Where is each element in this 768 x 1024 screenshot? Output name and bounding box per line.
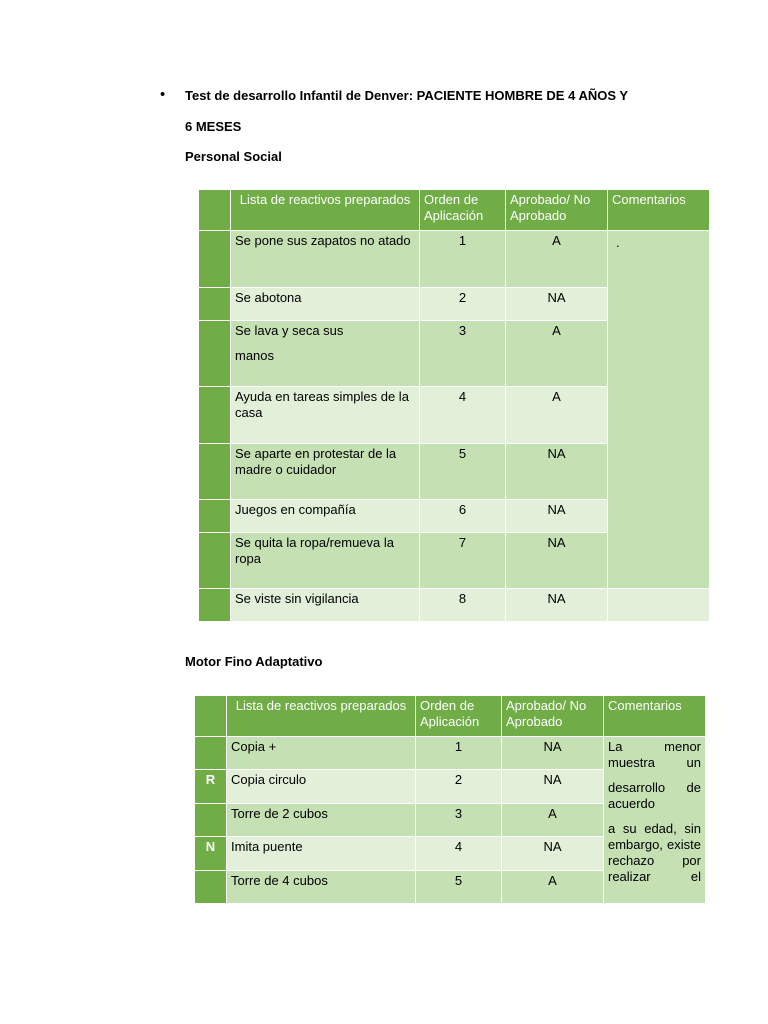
row-result: NA — [502, 837, 604, 871]
row-side-cell — [199, 500, 231, 533]
row-order: 5 — [420, 444, 506, 500]
row-result: A — [506, 231, 608, 288]
row-result: A — [502, 871, 604, 904]
row-side-cell — [199, 589, 231, 622]
row-side-cell — [199, 231, 231, 288]
header-approved: Aprobado/ No Aprobado — [506, 190, 608, 231]
motor-fino-table — [194, 695, 706, 904]
row-order: 3 — [416, 804, 502, 837]
row-item — [231, 321, 420, 387]
row-side-cell — [199, 321, 231, 387]
section-title-motor-fino: Motor Fino Adaptativo — [185, 654, 323, 669]
row-result: A — [502, 804, 604, 837]
table-header-row — [195, 696, 706, 737]
row-item-line1: Se lava y seca sus — [235, 323, 344, 338]
row-item: Imita puente — [227, 837, 416, 871]
row-result: NA — [506, 288, 608, 321]
row-item-line2: manos — [235, 348, 275, 363]
row-order: 2 — [420, 288, 506, 321]
header-comments: Comentarios — [608, 190, 710, 231]
section-title-personal-social: Personal Social — [185, 149, 282, 164]
row-result: NA — [506, 444, 608, 500]
header-side — [195, 696, 227, 737]
document-title-line1: Test de desarrollo Infantil de Denver: PACIENTE HOMBRE DE 4 AÑOS Y — [185, 88, 629, 103]
comment-line: desarrollo de acuerdo — [608, 780, 701, 811]
table-row — [199, 589, 710, 622]
header-order: Orden de Aplicación — [416, 696, 502, 737]
row-result: A — [506, 321, 608, 387]
row-item: Se abotona — [231, 288, 420, 321]
row-item: Se quita la ropa/remueva la ropa — [231, 533, 420, 589]
row-order: 7 — [420, 533, 506, 589]
row-side-cell — [195, 804, 227, 837]
row-item: Se aparte en protestar de la madre o cuidador — [231, 444, 420, 500]
comments-cell — [604, 737, 706, 904]
row-side-cell — [195, 871, 227, 904]
row-order: 3 — [420, 321, 506, 387]
comment-line: a su edad, sin embargo, existe rechazo por realizar el — [608, 821, 701, 884]
row-side-cell: R — [195, 770, 227, 804]
row-result: A — [506, 387, 608, 444]
row-result: NA — [506, 533, 608, 589]
row-order: 1 — [420, 231, 506, 288]
comments-cell: . — [608, 231, 710, 589]
header-approved: Aprobado/ No Aprobado — [502, 696, 604, 737]
row-order: 5 — [416, 871, 502, 904]
row-item: Torre de 2 cubos — [227, 804, 416, 837]
header-item: Lista de reactivos preparados — [227, 696, 416, 737]
header-order: Orden de Aplicación — [420, 190, 506, 231]
row-order: 2 — [416, 770, 502, 804]
row-order: 4 — [420, 387, 506, 444]
row-side-cell — [199, 387, 231, 444]
row-side-cell — [199, 288, 231, 321]
row-order: 1 — [416, 737, 502, 770]
comment-line: La menor muestra un — [608, 739, 701, 770]
row-item: Se pone sus zapatos no atado — [231, 231, 420, 288]
row-result: NA — [502, 770, 604, 804]
row-order: 8 — [420, 589, 506, 622]
row-side-cell: N — [195, 837, 227, 871]
row-item: Juegos en compañía — [231, 500, 420, 533]
row-result: NA — [506, 589, 608, 622]
table-row — [199, 231, 710, 288]
bullet-marker: • — [160, 86, 166, 103]
personal-social-table — [198, 189, 710, 622]
row-result: NA — [502, 737, 604, 770]
table-header-row — [199, 190, 710, 231]
row-item: Copia + — [227, 737, 416, 770]
row-side-cell — [199, 444, 231, 500]
row-item: Torre de 4 cubos — [227, 871, 416, 904]
row-side-cell — [195, 737, 227, 770]
row-result: NA — [506, 500, 608, 533]
header-item: Lista de reactivos preparados — [231, 190, 420, 231]
table-row — [195, 737, 706, 770]
row-item: Copia circulo — [227, 770, 416, 804]
row-side-cell — [199, 533, 231, 589]
row-order: 4 — [416, 837, 502, 871]
document-title-line2: 6 MESES — [185, 119, 242, 134]
row-item: Se viste sin vigilancia — [231, 589, 420, 622]
row-item: Ayuda en tareas simples de la casa — [231, 387, 420, 444]
header-comments: Comentarios — [604, 696, 706, 737]
row-order: 6 — [420, 500, 506, 533]
comments-cell-empty — [608, 589, 710, 622]
header-side — [199, 190, 231, 231]
